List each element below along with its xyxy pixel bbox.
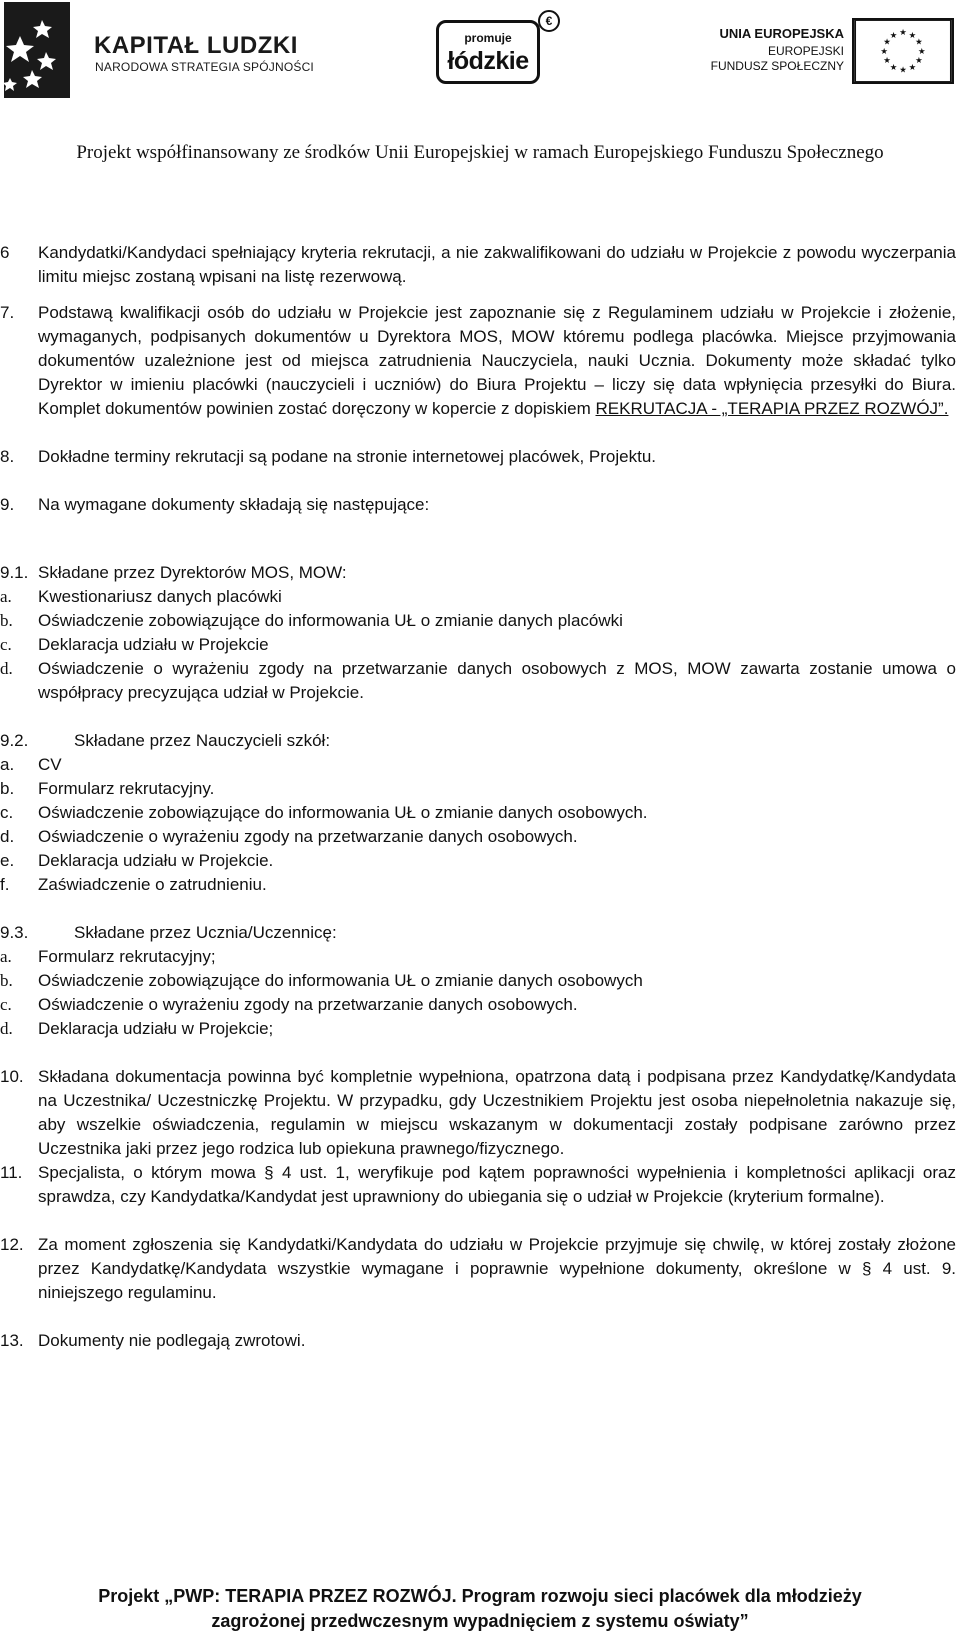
eu-flag-icon: [852, 18, 954, 84]
paragraph-13: [0, 1329, 960, 1353]
kapital-ludzki-logo: [4, 2, 324, 98]
list-item-text: Deklaracja udziału w Projekcie;: [38, 1019, 274, 1038]
rekrutacja-note: REKRUTACJA - „TERAPIA PRZEZ ROZWÓJ”.: [595, 399, 949, 418]
svg-text:★: ★: [883, 55, 891, 66]
section-9-1-heading: [0, 561, 960, 585]
footer-line-1: Projekt „PWP: TERAPIA PRZEZ ROZWÓJ. Program rozwoju sieci placówek dla młodzieży: [98, 1586, 862, 1606]
kapital-ludzki-emblem-icon: [4, 2, 70, 98]
svg-text:★: ★: [899, 27, 907, 38]
section-9-2-heading: [0, 729, 960, 753]
section-number: 9.3.: [0, 923, 29, 942]
list-item: [0, 873, 960, 897]
list-item: [0, 777, 960, 801]
list-item: [0, 633, 960, 657]
section-9-3-heading: [0, 921, 960, 945]
svg-text:★: ★: [889, 61, 898, 72]
svg-text:★: ★: [908, 29, 917, 40]
list-item: [0, 801, 960, 825]
list-item: [0, 969, 960, 993]
eu-fund-logo: [700, 16, 956, 86]
list-item-text: CV: [38, 755, 62, 774]
paragraph-12: [0, 1233, 960, 1305]
list-item-letter: b.: [0, 779, 15, 798]
list-item-letter: b.: [0, 971, 13, 990]
list-item: [0, 945, 960, 969]
list-item-text: Oświadczenie o wyrażeniu zgody na przetwarzanie danych osobowych z MOS, MOW zawarta zostanie umowa o współpracy precyzująca udział w Projekcie.: [38, 659, 956, 702]
paragraph-number: 9.: [0, 495, 15, 514]
list-item-text: Deklaracja udziału w Projekcie: [38, 635, 269, 654]
list-item: [0, 849, 960, 873]
paragraph-11: [0, 1161, 960, 1209]
svg-text:★: ★: [899, 64, 907, 75]
paragraph-text: Kandydatki/Kandydaci spełniający kryteria rekrutacji, a nie zakwalifikowani do udziału w Projekcie z powodu wyczerpania limitu miejsc zostaną wpisani na listę rezerwową.: [38, 243, 956, 286]
svg-text:★: ★: [915, 36, 923, 47]
list-item: [0, 753, 960, 777]
section-title: Składane przez Ucznia/Uczennicę:: [74, 923, 337, 942]
list-item: [0, 585, 960, 609]
paragraph-text: Dokumenty nie podlegają zwrotowi.: [38, 1331, 306, 1350]
list-item-letter: c.: [0, 803, 14, 822]
paragraph-number: 10.: [0, 1067, 24, 1086]
footer-line-2: zagrożonej przedwczesnym wypadnięciem z systemu oświaty”: [211, 1611, 749, 1631]
list-item-letter: c.: [0, 635, 12, 654]
list-item-letter: d.: [0, 827, 15, 846]
regulation-body: [0, 241, 960, 1353]
paragraph-number: 6: [0, 243, 10, 262]
list-item: [0, 993, 960, 1017]
list-item-text: Zaświadczenie o zatrudnieniu.: [38, 875, 267, 894]
svg-text:★: ★: [883, 36, 891, 47]
paragraph-number: 13.: [0, 1331, 24, 1350]
promuje-text: promuje: [464, 31, 512, 45]
list-item-text: Oświadczenie zobowiązujące do informowania UŁ o zmianie danych osobowych.: [38, 803, 648, 822]
list-item-text: Deklaracja udziału w Projekcie.: [38, 851, 274, 870]
list-item: [0, 825, 960, 849]
list-item-letter: a.: [0, 755, 15, 774]
list-item-letter: d.: [0, 659, 13, 678]
list-item-text: Oświadczenie zobowiązujące do informowania UŁ o zmianie danych placówki: [38, 611, 623, 630]
svg-text:★: ★: [880, 45, 889, 56]
paragraph-text: Na wymagane dokumenty składają się następujące:: [38, 495, 430, 514]
list-item: [0, 609, 960, 633]
paragraph-number: 7.: [0, 303, 15, 322]
list-item-text: Formularz rekrutacyjny.: [38, 779, 215, 798]
list-item-text: Oświadczenie zobowiązujące do informowania UŁ o zmianie danych osobowych: [38, 971, 643, 990]
paragraph-10: [0, 1065, 960, 1161]
list-item: [0, 657, 960, 705]
list-item-letter: b.: [0, 611, 13, 630]
paragraph-8: [0, 445, 960, 469]
list-item-letter: c.: [0, 995, 12, 1014]
eu-line1: UNIA EUROPEJSKA: [719, 26, 844, 41]
svg-text:★: ★: [908, 61, 917, 72]
kapital-ludzki-subtitle: NARODOWA STRATEGIA SPÓJNOŚCI: [95, 60, 314, 74]
list-item-text: Oświadczenie o wyrażeniu zgody na przetwarzanie danych osobowych.: [38, 995, 578, 1014]
list-item-letter: f.: [0, 875, 10, 894]
paragraph-text: Dokładne terminy rekrutacji są podane na stronie internetowej placówek, Projektu.: [38, 447, 656, 466]
list-item-letter: e.: [0, 851, 15, 870]
eu-line2: EUROPEJSKI: [767, 44, 844, 58]
paragraph-number: 11.: [0, 1163, 23, 1182]
promuje-lodzkie-frame: [436, 20, 540, 84]
svg-text:★: ★: [915, 55, 923, 66]
list-item-text: Oświadczenie o wyrażeniu zgody na przetwarzanie danych osobowych.: [38, 827, 578, 846]
list-item-text: Kwestionariusz danych placówki: [38, 587, 282, 606]
paragraph-9: [0, 493, 960, 517]
list-item-letter: a.: [0, 587, 12, 606]
list-item-letter: d.: [0, 1019, 13, 1038]
list-item: [0, 1017, 960, 1041]
section-title: Składane przez Dyrektorów MOS, MOW:: [38, 563, 347, 582]
svg-text:★: ★: [889, 29, 898, 40]
paragraph-7: [0, 301, 960, 421]
section-number: 9.2.: [0, 731, 29, 750]
paragraph-text: Podstawą kwalifikacji osób do udziału w Projekcie jest zapoznanie się z Regulaminem udziału w Projekcie i złożenie, wymaganych, podpisanych dokumentów u Dyrektora MOS, MOW któremu podlega placówka. Miejsce przyjmowania dokumentów uzależnione jest od miejsca zatrudnienia Nauczyciela, nauki Ucznia. Dokumenty może składać tylko Dyrektor w imieniu placówki (nauczycieli i uczniów) do Biura Projektu – liczy się data wpłynięcia przesyłki do Biura. Komplet dokumentów powinien zostać doręczony w kopercie z dopiskiem: [38, 303, 956, 418]
svg-text:★: ★: [917, 45, 926, 56]
lodzkie-text: łódzkie: [447, 47, 529, 75]
eu-line3: FUNDUSZ SPOŁECZNY: [710, 59, 844, 73]
paragraph-number: 8.: [0, 447, 15, 466]
cofinancing-note: Projekt współfinansowany ze środków Unii Europejskiej w ramach Europejskiego Funduszu Społecznego: [76, 142, 884, 163]
paragraph-text: Składana dokumentacja powinna być kompletnie wypełniona, opatrzona datą i podpisana przez Kandydatkę/Kandydata na Uczestnika/ Uczestniczkę Projektu. W przypadku, gdy Uczestnikiem Projektu jest osoba niepełnoletnia nakazuje się, aby wszelkie oświadczenia, regulamin w miejscu wskazanym w dokumentacji zostały podpisane zarówno przez Uczestnika jaki przez jego rodzica lub opiekuna prawnego/fizycznego.: [38, 1067, 956, 1158]
section-number: 9.1.: [0, 563, 29, 582]
kapital-ludzki-title: KAPITAŁ LUDZKI: [94, 32, 298, 59]
list-item-text: Formularz rekrutacyjny;: [38, 947, 216, 966]
paragraph-text: Specjalista, o którym mowa § 4 ust. 1, weryfikuje pod kątem poprawności wypełnienia i kompletności aplikacji oraz sprawdza, czy Kandydatka/Kandydat jest uprawniony do ubiegania się o udział w Projekcie (kryterium formalne).: [38, 1163, 956, 1206]
paragraph-number: 12.: [0, 1235, 24, 1254]
euro-mark-icon: €: [538, 10, 560, 32]
list-item-letter: a.: [0, 947, 12, 966]
paragraph-text: Za moment zgłoszenia się Kandydatki/Kandydata do udziału w Projekcie przyjmuje się chwilę, w której zostały złożone przez Kandydatkę/Kandydata wszystkie wymagane i poprawnie wypełnione dokumenty, określone w § 4 ust. 9. niniejszego regulaminu.: [38, 1235, 956, 1302]
paragraph-6: [0, 241, 960, 289]
section-title: Składane przez Nauczycieli szkół:: [74, 731, 331, 750]
project-footer: [0, 1584, 960, 1634]
promuje-lodzkie-logo: [436, 6, 560, 86]
